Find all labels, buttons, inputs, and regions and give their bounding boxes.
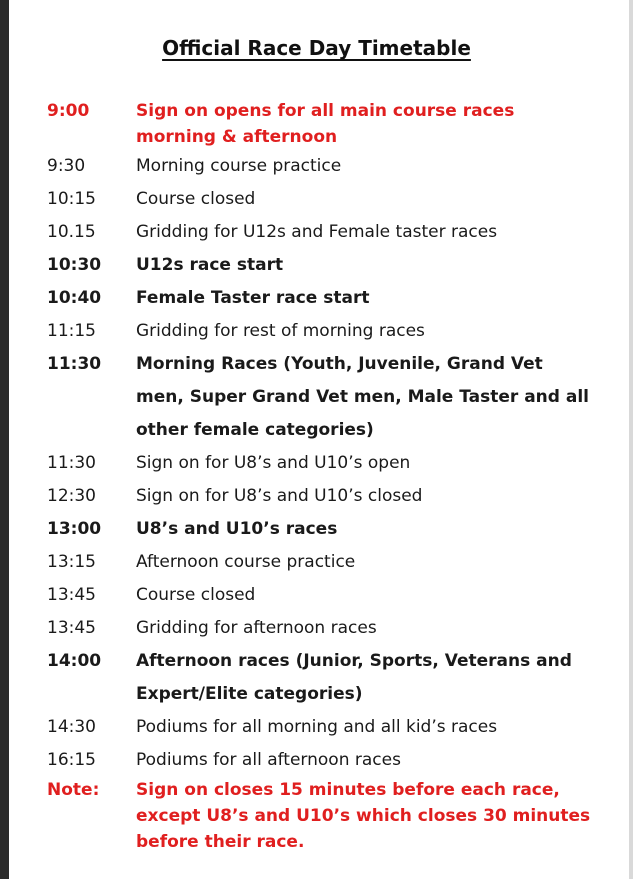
row-time: 13:00 <box>47 519 102 539</box>
row-time: 10:30 <box>47 255 102 275</box>
timetable-row <box>47 447 592 480</box>
timetable-row <box>47 513 592 546</box>
row-description: Morning course practice <box>136 156 342 176</box>
row-time: 11:15 <box>47 321 96 341</box>
timetable-note <box>47 777 592 855</box>
row-time: 12:30 <box>47 486 96 506</box>
timetable-row <box>47 744 592 777</box>
row-time: 9:00 <box>47 101 90 121</box>
row-description: Course closed <box>136 585 256 605</box>
row-description: Sign on for U8’s and U10’s open <box>136 453 411 473</box>
row-description: Afternoon course practice <box>136 552 356 572</box>
timetable-row <box>47 348 592 447</box>
timetable-row <box>47 711 592 744</box>
row-description: Afternoon races (Junior, Sports, Veterans and Expert/Elite categories) <box>136 651 572 704</box>
row-time: 10.15 <box>47 222 96 242</box>
row-time: 16:15 <box>47 750 96 770</box>
timetable-row <box>47 183 592 216</box>
row-description: Morning Races (Youth, Juvenile, Grand Vet men, Super Grand Vet men, Male Taster and all other female categories) <box>136 354 589 440</box>
row-time: 10:15 <box>47 189 96 209</box>
row-description: Podiums for all morning and all kid’s races <box>136 717 498 737</box>
row-description: Sign on opens for all main course races morning & afternoon <box>136 101 515 147</box>
page-right-edge <box>629 0 633 879</box>
timetable-row <box>47 249 592 282</box>
row-time: 13:15 <box>47 552 96 572</box>
timetable-row <box>47 579 592 612</box>
row-time: 9:30 <box>47 156 86 176</box>
row-description: Podiums for all afternoon races <box>136 750 401 770</box>
row-description: Sign on for U8’s and U10’s closed <box>136 486 423 506</box>
row-time: 13:45 <box>47 618 96 638</box>
row-time: 13:45 <box>47 585 96 605</box>
timetable-row <box>47 315 592 348</box>
timetable-row <box>47 480 592 513</box>
page-title: Official Race Day Timetable <box>162 36 471 60</box>
timetable <box>47 98 592 855</box>
timetable-row <box>47 216 592 249</box>
row-description: Gridding for U12s and Female taster races <box>136 222 498 242</box>
row-time: 14:00 <box>47 651 102 671</box>
note-label: Note: <box>47 780 100 800</box>
row-description: U12s race start <box>136 255 284 275</box>
note-text: Sign on closes 15 minutes before each race, except U8’s and U10’s which closes 30 minutes before their race. <box>136 780 591 852</box>
timetable-row <box>47 546 592 579</box>
row-description: Gridding for rest of morning races <box>136 321 425 341</box>
row-description: U8’s and U10’s races <box>136 519 338 539</box>
page-left-edge <box>0 0 9 879</box>
timetable-row <box>47 645 592 711</box>
row-time: 14:30 <box>47 717 96 737</box>
row-description: Female Taster race start <box>136 288 370 308</box>
row-time: 11:30 <box>47 453 96 473</box>
row-description: Gridding for afternoon races <box>136 618 377 638</box>
row-time: 10:40 <box>47 288 102 308</box>
row-time: 11:30 <box>47 354 102 374</box>
timetable-row <box>47 98 592 150</box>
row-description: Course closed <box>136 189 256 209</box>
timetable-row <box>47 150 592 183</box>
timetable-row <box>47 282 592 315</box>
timetable-row <box>47 612 592 645</box>
